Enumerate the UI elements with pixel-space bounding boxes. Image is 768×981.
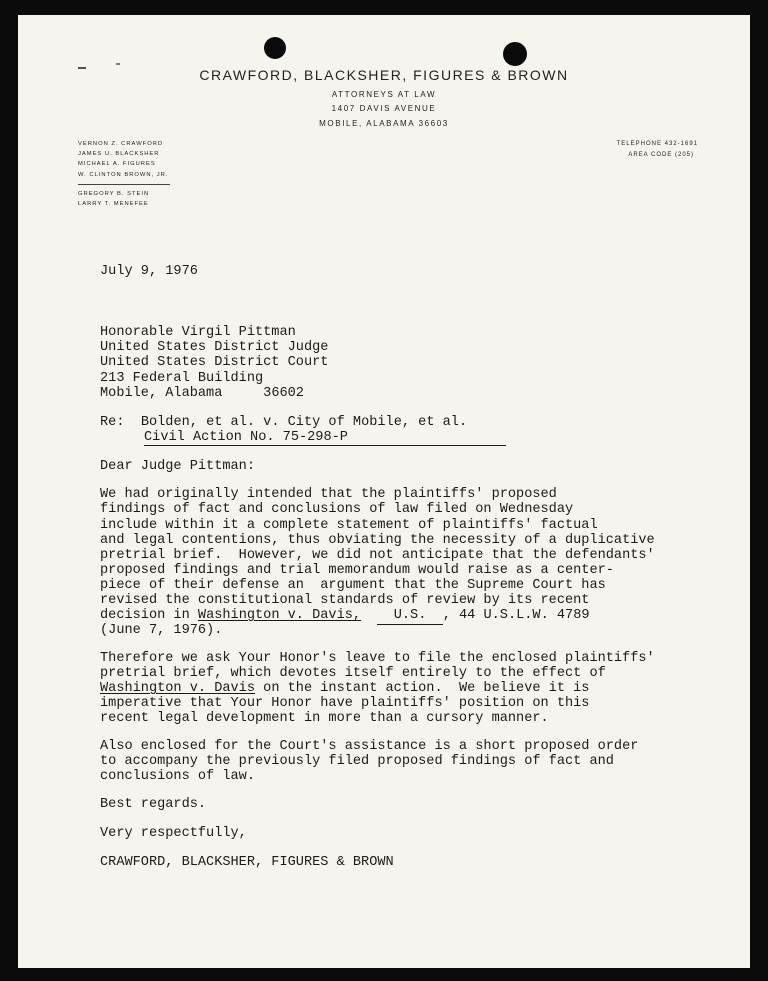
letter-date: July 9, 1976 (100, 264, 198, 279)
civil-action-underline (144, 445, 506, 446)
salutation: Dear Judge Pittman: (100, 459, 255, 474)
partner-name: W. CLINTON BROWN, JR. (78, 171, 169, 178)
case-citation: Washington v. Davis, (197, 608, 362, 623)
paragraph-line: We had originally intended that the plaintiffs' proposed (100, 487, 557, 502)
closing-firm: CRAWFORD, BLACKSHER, FIGURES & BROWN (100, 855, 394, 870)
reporter-citation: , 44 U.S.L.W. 4789 (442, 608, 590, 623)
paragraph-line: and legal contentions, thus obviating the necessity of a duplicative (100, 533, 655, 548)
paragraph-line (100, 681, 589, 697)
recipient-zip: 36602 (263, 386, 304, 401)
re-case: Bolden, et al. v. City of Mobile, et al. (140, 415, 468, 430)
re-label: Re: (100, 415, 125, 430)
us-citation: U.S. (377, 608, 442, 625)
paragraph-line: include within it a complete statement of plaintiffs' factual (100, 518, 598, 533)
letter-body (100, 15, 740, 870)
re-line (100, 415, 467, 431)
paragraph-line: piece of their defense an argument that the Supreme Court has (100, 578, 606, 593)
telephone: TELEPHONE 432-1691 (616, 141, 698, 147)
recipient-court: United States District Court (100, 355, 329, 370)
paragraph-line: Therefore we ask Your Honor's leave to file the enclosed plaintiffs' (100, 651, 655, 666)
paragraph-line: imperative that Your Honor have plaintiffs' position on this (100, 696, 590, 711)
paragraph-line: pretrial brief. However, we did not anticipate that the defendants' (100, 548, 655, 563)
firm-name: CRAWFORD, BLACKSHER, FIGURES & BROWN (199, 67, 569, 83)
paragraph-line: to accompany the previously filed proposed findings of fact and (100, 754, 614, 769)
partner-name: MICHAEL A. FIGURES (78, 161, 156, 168)
paragraph-line: pretrial brief, which devotes itself entirely to the effect of (100, 666, 606, 681)
recipient-title: United States District Judge (100, 340, 329, 355)
paragraph-line: recent legal development in more than a cursory manner. (100, 711, 549, 726)
recipient-city-state: Mobile, Alabama (100, 386, 223, 401)
firm-city: MOBILE, ALABAMA 36603 (319, 119, 449, 128)
area-code: AREA CODE (205) (628, 151, 694, 158)
associate-name: LARRY T. MENEFEE (78, 201, 149, 208)
paragraph-line: revised the constitutional standards of review by its recent (100, 593, 590, 608)
recipient-city (100, 386, 304, 402)
firm-subtitle: ATTORNEYS AT LAW (331, 90, 437, 99)
recipient-building: 213 Federal Building (100, 371, 264, 386)
case-citation: Washington v. Davis (100, 681, 255, 696)
date-citation: (June 7, 1976). (100, 623, 223, 638)
closing-respectfully: Very respectfully, (100, 826, 247, 841)
recipient-name: Honorable Virgil Pittman (100, 325, 296, 340)
letter-page (18, 15, 750, 968)
paragraph-line: conclusions of law. (100, 769, 255, 784)
civil-action: Civil Action No. 75-298-P (144, 430, 348, 445)
paragraph-line: findings of fact and conclusions of law filed on Wednesday (100, 502, 574, 517)
decision-prefix: decision in (100, 608, 198, 623)
partner-name: VERNON Z. CRAWFORD (78, 141, 164, 147)
firm-street: 1407 DAVIS AVENUE (331, 104, 437, 113)
partner-name: JAMES U. BLACKSHER (78, 151, 160, 158)
paragraph-text: on the instant action. We believe it is (255, 681, 590, 696)
paragraph-line: proposed findings and trial memorandum would raise as a center- (100, 563, 614, 578)
closing-regards: Best regards. (100, 797, 207, 812)
paragraph-line: Also enclosed for the Court's assistance is a short proposed order (100, 739, 639, 754)
associate-name: GREGORY B. STEIN (78, 190, 150, 197)
